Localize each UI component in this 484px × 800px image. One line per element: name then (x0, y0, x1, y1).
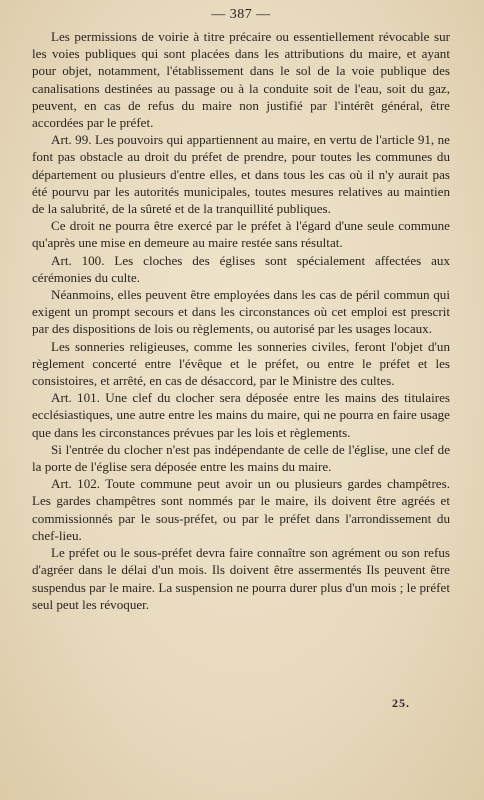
paragraph: Néanmoins, elles peuvent être employées dans les cas de péril commun qui exigent un prompt secours et dans les circonstances où cet emploi est prescrit par des dispositions de lois ou règlements, ou autorisé par les usages locaux. (32, 287, 450, 337)
paragraph: Si l'entrée du clocher n'est pas indépendante de celle de l'église, une clef de la porte de l'église sera déposée entre les mains du maire. (32, 441, 450, 475)
paragraph: Art. 100. Les cloches des églises sont spécialement affectées aux cérémonies du culte. (32, 252, 450, 285)
signature-mark: 25. (392, 696, 410, 710)
paragraph: Art. 102. Toute commune peut avoir un ou plusieurs gardes champêtres. Les gardes champêtres sont nommés par le maire, ils doivent être agréés et commissionnés par le sous-préfet, ou par le préfet dans l'arrondissement du chef-lieu. (32, 476, 450, 543)
paragraph: Les permissions de voirie à titre précaire ou essentiellement révocable sur les voies publiques qui sont placées dans les attributions du maire, et ayant pour objet, notamment, l'établissement dans le sol de la voie publique des canalisations destinées au passage ou à la conduite soit de l'eau, soit du gaz, peuvent, en cas de refus du maire non justifié par l'intérêt général, être accordées par le préfet. (32, 29, 450, 131)
paragraph: Art. 101. Une clef du clocher sera déposée entre les mains des titulaires ecclésiastiques, une autre entre les mains du maire, qui ne pourra en faire usage que dans les circonstances prévues par les lois et règlements. (32, 390, 450, 440)
paragraph: Art. 99. Les pouvoirs qui appartiennent au maire, en vertu de l'article 91, ne font pas obstacle au droit du préfet de prendre, pour toutes les communes du département ou plusieurs d'entre elles, et dans tous les cas où il n'y aurait pas été pourvu par les autorités municipales, toutes mesures relatives au maintien de la salubrité, de la sûreté et de la tranquillité publiques. (32, 132, 450, 217)
paragraph: Les sonneries religieuses, comme les sonneries civiles, feront l'objet d'un règlement concerté entre l'évêque et le préfet, ou entre le préfet et les consistoires, et arrêté, en cas de désaccord, par le Ministre des cultes. (32, 338, 450, 389)
paragraph: Ce droit ne pourra être exercé par le préfet à l'égard d'une seule commune qu'après une mise en demeure au maire restée sans résultat. (32, 218, 450, 251)
page-number: — 387 — (211, 7, 271, 22)
paragraph: Le préfet ou le sous-préfet devra faire connaître son agrément ou son refus d'agréer dans le délai d'un mois. Ils doivent être assermentés Ils peuvent être suspendus par le maire. La suspension ne pourra durer plus d'un mois ; le préfet seul peut les révoquer. (32, 545, 450, 612)
body-text (32, 28, 450, 613)
